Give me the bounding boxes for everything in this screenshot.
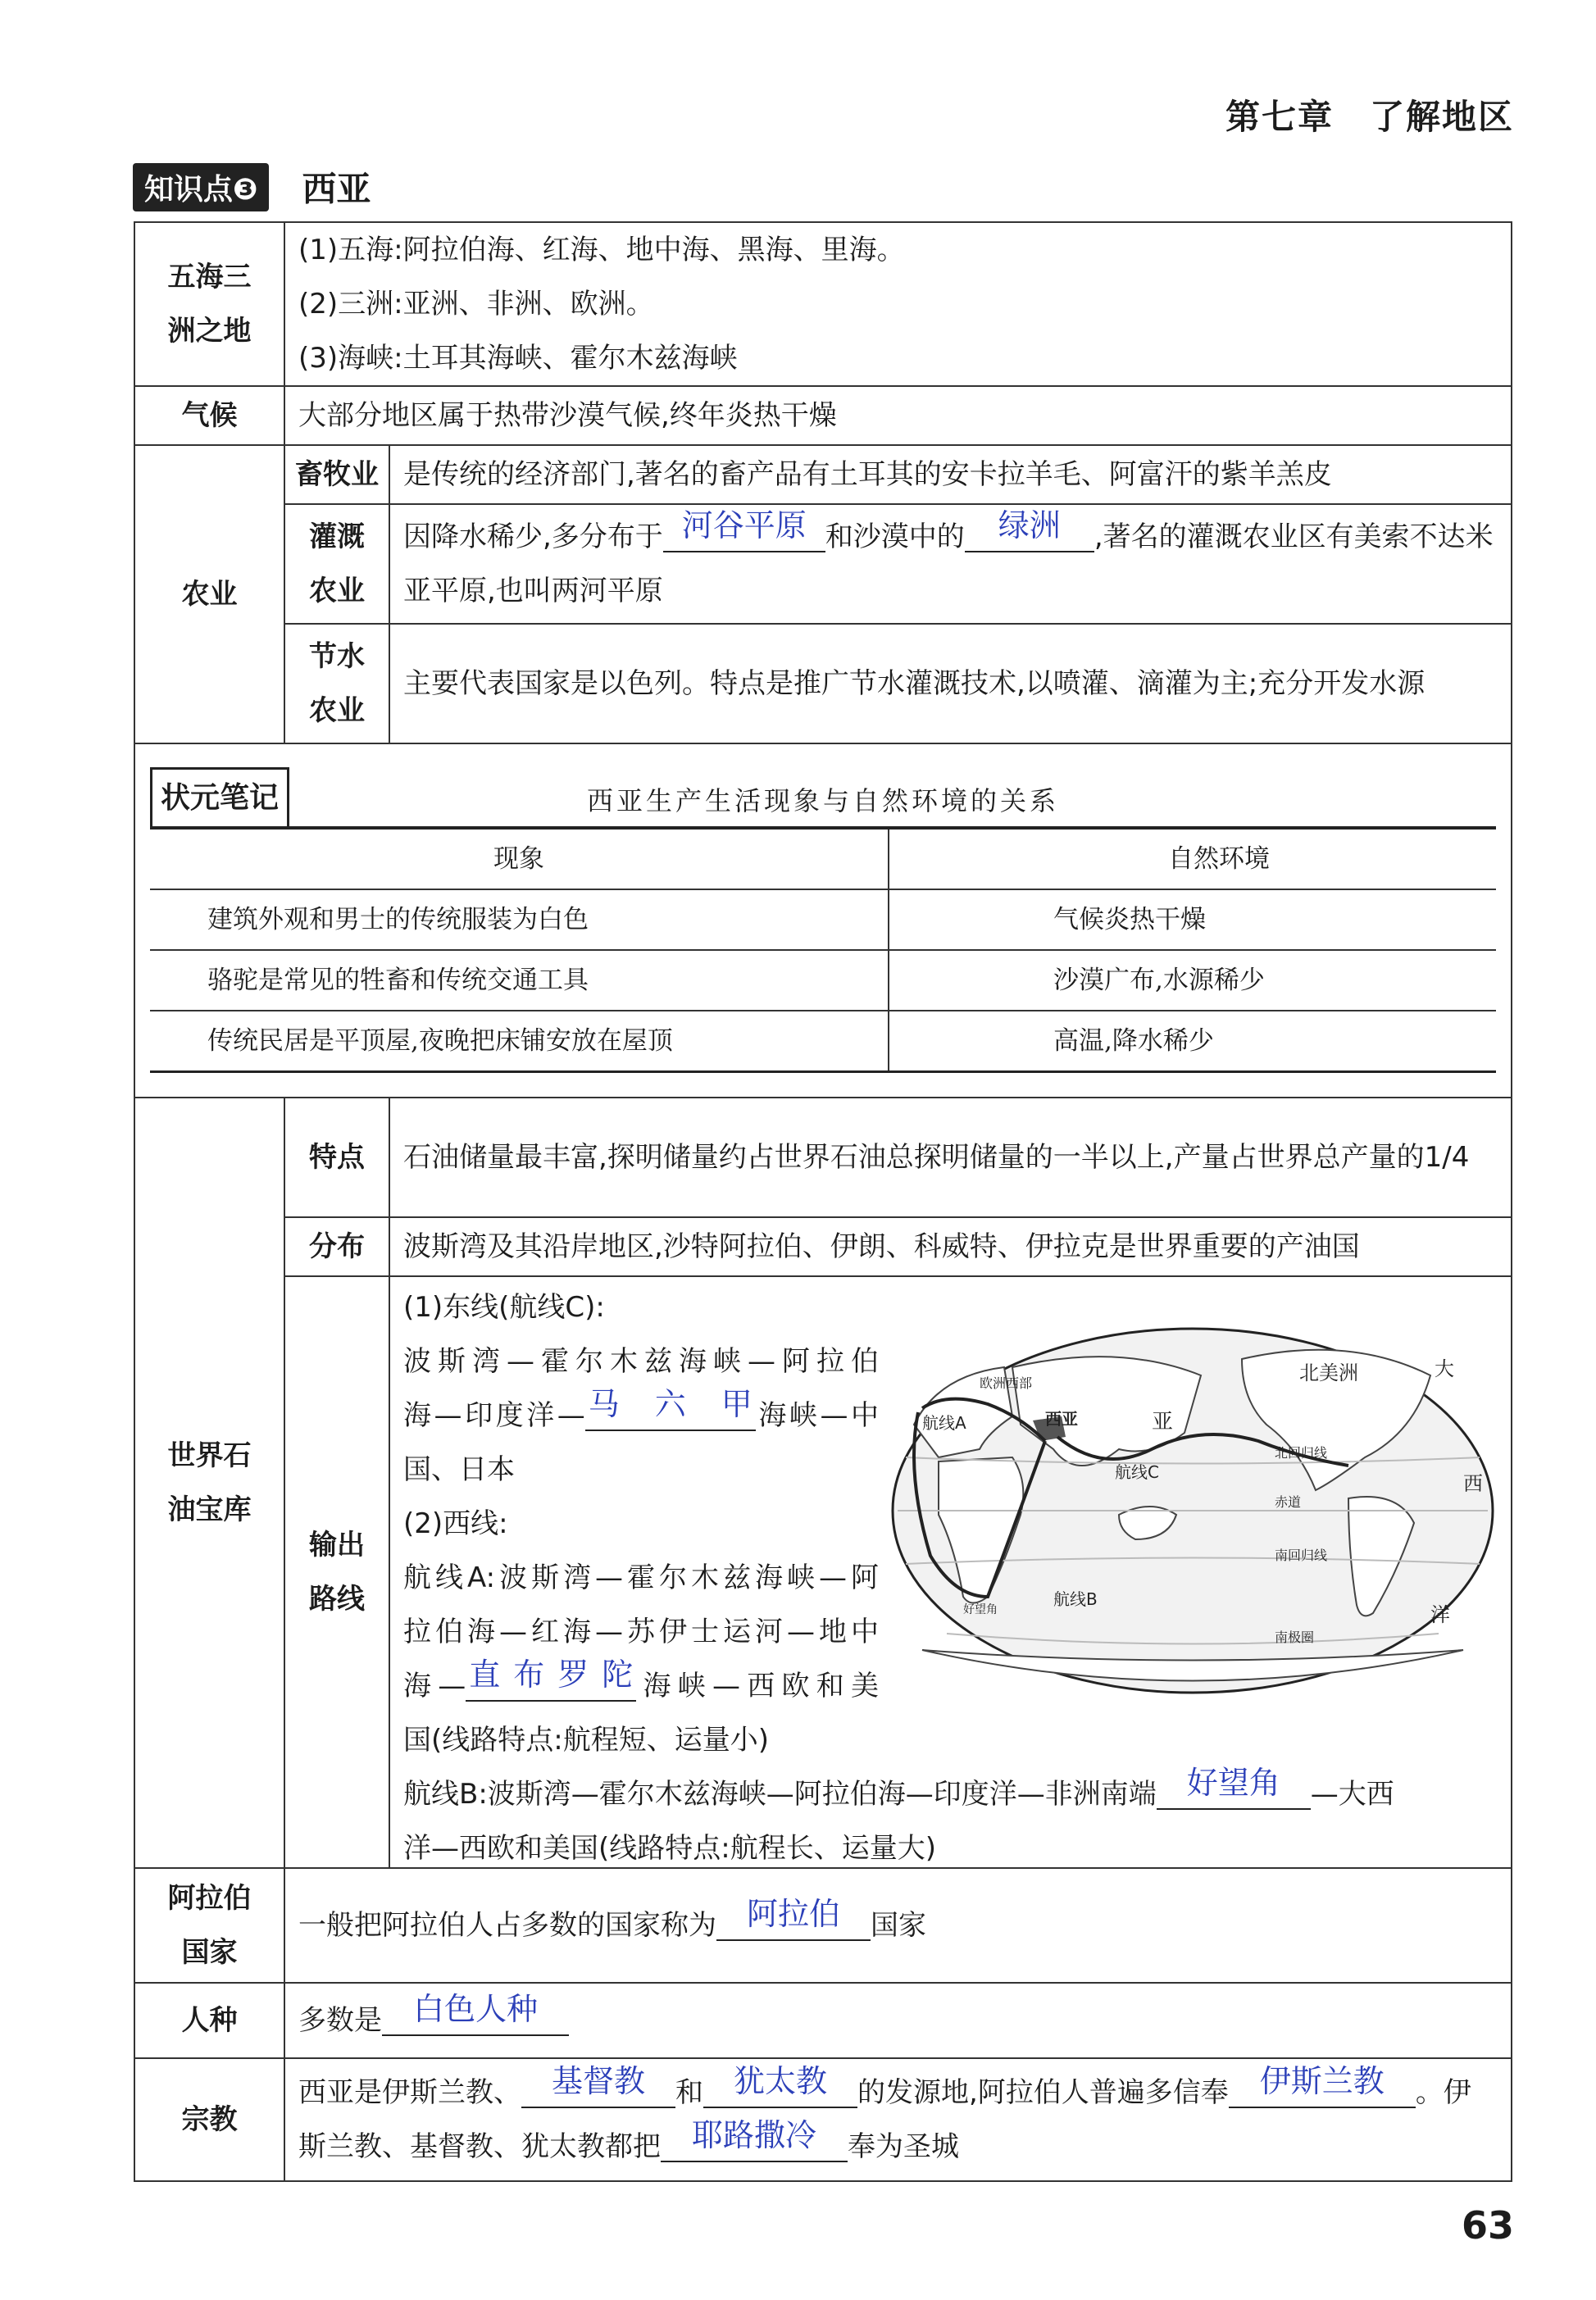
arab-text-1: 一般把阿拉伯人占多数的国家称为 bbox=[298, 1909, 716, 1942]
page-number: 63 bbox=[1461, 2203, 1514, 2248]
religion-text-2: 和 bbox=[675, 2076, 703, 2109]
water-saving-label: 节水农业 bbox=[284, 624, 389, 743]
route-b-line-1 bbox=[403, 1767, 1501, 1821]
route-a-blank bbox=[466, 1657, 636, 1702]
map-label: 航线B bbox=[1053, 1589, 1098, 1609]
notes-title: 西亚生产生活现象与自然环境的关系 bbox=[586, 785, 1059, 816]
arab-text-2: 国家 bbox=[871, 1909, 926, 1942]
race-answer: 白色人种 bbox=[412, 1991, 538, 2027]
religion-answer-4: 耶路撒冷 bbox=[691, 2117, 816, 2153]
religion-text-4: 。伊 bbox=[1415, 2076, 1471, 2109]
notes-table bbox=[150, 826, 1496, 1073]
water-saving-text: 主要代表国家是以色列。特点是推广节水灌溉技术,以喷灌、滴灌为主;充分开发水源 bbox=[389, 624, 1512, 743]
row-arab bbox=[134, 1868, 1512, 1983]
race-text bbox=[284, 1983, 1512, 2058]
oil-distribution-label: 分布 bbox=[284, 1217, 389, 1276]
route-a-line-3b: 海峡—西欧和美 bbox=[636, 1670, 879, 1702]
religion-text-6: 奉为圣城 bbox=[848, 2130, 959, 2163]
notes-row bbox=[150, 950, 1496, 1011]
religion-blank-4 bbox=[661, 2117, 848, 2162]
route-a-line-3 bbox=[403, 1659, 879, 1713]
religion-line-1 bbox=[298, 2063, 1498, 2120]
notes-phenomenon: 传统民居是平顶屋,夜晚把床铺安放在屋顶 bbox=[150, 1011, 889, 1072]
east-line-2 bbox=[403, 1386, 880, 1443]
routes-text bbox=[403, 1280, 879, 1713]
seas-line-2: (2)三洲:亚洲、非洲、欧洲。 bbox=[298, 288, 654, 320]
oil-distribution-text: 波斯湾及其沿岸地区,沙特阿拉伯、伊朗、科威特、伊拉克是世界重要的产油国 bbox=[389, 1217, 1512, 1276]
west-title: (2)西线: bbox=[403, 1507, 508, 1540]
route-b-line-2: 洋—西欧和美国(线路特点:航程长、运量大) bbox=[403, 1832, 936, 1865]
east-answer: 马六甲 bbox=[588, 1386, 753, 1422]
row-notes bbox=[134, 743, 1512, 1098]
map-label: 西 bbox=[1463, 1472, 1483, 1495]
west-asia-table bbox=[134, 221, 1512, 2182]
notes-col-phenomenon: 现象 bbox=[150, 828, 889, 889]
map-label: 赤道 bbox=[1275, 1494, 1302, 1510]
route-b-blank bbox=[1157, 1765, 1311, 1810]
agriculture-label: 农业 bbox=[134, 445, 284, 743]
religion-blank-3 bbox=[1229, 2063, 1416, 2108]
map-label: 欧洲西部 bbox=[980, 1375, 1033, 1391]
notes-box bbox=[135, 744, 1511, 1097]
religion-blank-2 bbox=[703, 2063, 857, 2108]
east-title: (1)东线(航线C): bbox=[403, 1291, 605, 1324]
religion-answer-3: 伊斯兰教 bbox=[1259, 2063, 1385, 2099]
row-race bbox=[134, 1983, 1512, 2058]
notes-badge: 状元笔记 bbox=[150, 767, 289, 830]
row-seas bbox=[134, 222, 1512, 386]
row-pastoral bbox=[134, 445, 1512, 504]
religion-label: 宗教 bbox=[134, 2058, 284, 2181]
knowledge-point-title: 西亚 bbox=[302, 169, 371, 209]
map-label: 北美洲 bbox=[1299, 1361, 1358, 1384]
religion-line-2 bbox=[298, 2117, 1498, 2174]
route-b-line-1b: —大西 bbox=[1310, 1778, 1394, 1811]
knowledge-point-heading bbox=[133, 164, 371, 210]
route-a-answer: 直布罗陀 bbox=[469, 1657, 634, 1693]
religion-text-3: 的发源地,阿拉伯人普遍多信奉 bbox=[857, 2076, 1229, 2109]
route-a-line-1: 航线A:波斯湾—霍尔木兹海峡—阿 bbox=[403, 1561, 879, 1594]
notes-environment: 气候炎热干燥 bbox=[889, 889, 1496, 950]
climate-label: 气候 bbox=[134, 386, 284, 445]
arab-text bbox=[284, 1868, 1512, 1983]
routes-bottom-text bbox=[403, 1713, 1501, 1875]
religion-text-1: 西亚是伊斯兰教、 bbox=[298, 2076, 521, 2109]
irrigation-text-3: ,著名的灌溉农业区有美索不达米亚平原,也叫两河平原 bbox=[403, 520, 1494, 607]
map-label: 好望角 bbox=[963, 1603, 998, 1616]
map-label: 大 bbox=[1435, 1357, 1454, 1380]
notes-phenomenon: 骆驼是常见的牲畜和传统交通工具 bbox=[150, 950, 889, 1011]
oil-label: 世界石油宝库 bbox=[134, 1098, 284, 1868]
knowledge-point-badge: 知识点❸ bbox=[133, 163, 269, 211]
east-line-3: 国、日本 bbox=[403, 1453, 515, 1486]
route-a-line-4: 国(线路特点:航程短、运量小) bbox=[403, 1724, 769, 1757]
map-label: 南回归线 bbox=[1275, 1548, 1328, 1563]
notes-row bbox=[150, 889, 1496, 950]
oil-routes-map bbox=[889, 1326, 1496, 1695]
irrigation-answer-1: 河谷平原 bbox=[681, 507, 807, 543]
row-oil-routes bbox=[134, 1276, 1512, 1868]
irrigation-text-2: 和沙漠中的 bbox=[825, 520, 965, 553]
row-water-saving bbox=[134, 624, 1512, 743]
arab-blank bbox=[716, 1896, 871, 1941]
arab-label: 阿拉伯国家 bbox=[134, 1868, 284, 1983]
pastoral-text: 是传统的经济部门,著名的畜产品有土耳其的安卡拉羊毛、阿富汗的紫羊羔皮 bbox=[389, 445, 1512, 504]
route-a-line-2: 拉伯海—红海—苏伊士运河—地中 bbox=[403, 1616, 879, 1648]
east-line-2b: 海峡—中 bbox=[755, 1399, 880, 1432]
race-blank bbox=[382, 1991, 569, 2036]
irrigation-blank-2 bbox=[965, 507, 1094, 552]
route-a-line-3a: 海— bbox=[403, 1670, 466, 1702]
pastoral-label: 畜牧业 bbox=[284, 445, 389, 504]
religion-answer-1: 基督教 bbox=[551, 2063, 645, 2099]
chapter-title: 第七章 了解地区 bbox=[1225, 97, 1514, 137]
oil-features-text: 石油储量最丰富,探明储量约占世界石油总探明储量的一半以上,产量占世界总产量的1/4 bbox=[389, 1098, 1512, 1217]
row-oil-distribution bbox=[134, 1217, 1512, 1276]
notes-row bbox=[150, 1011, 1496, 1072]
map-label: 南极圈 bbox=[1275, 1630, 1315, 1645]
row-religion bbox=[134, 2058, 1512, 2181]
oil-routes-content bbox=[389, 1276, 1512, 1868]
irrigation-label: 灌溉农业 bbox=[284, 504, 389, 624]
notes-environment: 高温,降水稀少 bbox=[889, 1011, 1496, 1072]
race-label: 人种 bbox=[134, 1983, 284, 2058]
route-b-line-1a: 航线B:波斯湾—霍尔木兹海峡—阿拉伯海—印度洋—非洲南端 bbox=[403, 1778, 1157, 1811]
map-label: 西亚 bbox=[1045, 1409, 1078, 1429]
race-text-1: 多数是 bbox=[298, 2004, 382, 2037]
religion-blank-1 bbox=[521, 2063, 675, 2108]
oil-features-label: 特点 bbox=[284, 1098, 389, 1217]
map-label: 航线C bbox=[1115, 1462, 1159, 1482]
religion-text-5: 斯兰教、基督教、犹太教都把 bbox=[298, 2130, 661, 2163]
map-label: 北回归线 bbox=[1275, 1445, 1328, 1461]
map-label: 亚 bbox=[1152, 1410, 1174, 1434]
oil-routes-label: 输出路线 bbox=[284, 1276, 389, 1868]
map-label: 洋 bbox=[1430, 1603, 1450, 1626]
seas-line-3: (3)海峡:土耳其海峡、霍尔木兹海峡 bbox=[298, 342, 738, 375]
row-irrigation bbox=[134, 504, 1512, 624]
seas-line-1: (1)五海:阿拉伯海、红海、地中海、黑海、里海。 bbox=[298, 234, 905, 266]
world-map-svg bbox=[889, 1326, 1496, 1695]
east-line-1: 波斯湾—霍尔木兹海峡—阿拉伯 bbox=[403, 1345, 879, 1378]
row-climate bbox=[134, 386, 1512, 445]
irrigation-blank-1 bbox=[663, 507, 825, 552]
religion-text bbox=[284, 2058, 1512, 2181]
irrigation-answer-2: 绿洲 bbox=[998, 507, 1061, 543]
arab-answer: 阿拉伯 bbox=[746, 1896, 840, 1932]
row-oil-features bbox=[134, 1098, 1512, 1217]
notes-header-row bbox=[150, 828, 1496, 889]
seas-label: 五海三洲之地 bbox=[134, 222, 284, 386]
route-b-answer: 好望角 bbox=[1186, 1765, 1280, 1801]
map-label: 航线A bbox=[922, 1413, 966, 1433]
irrigation-text bbox=[389, 504, 1512, 624]
seas-content bbox=[284, 222, 1512, 386]
notes-cell bbox=[134, 743, 1512, 1098]
religion-answer-2: 犹太教 bbox=[733, 2063, 827, 2099]
notes-environment: 沙漠广布,水源稀少 bbox=[889, 950, 1496, 1011]
irrigation-text-1: 因降水稀少,多分布于 bbox=[403, 520, 663, 553]
east-line-2a: 海—印度洋— bbox=[403, 1399, 585, 1432]
notes-col-environment: 自然环境 bbox=[889, 828, 1496, 889]
notes-phenomenon: 建筑外观和男士的传统服装为白色 bbox=[150, 889, 889, 950]
east-blank bbox=[585, 1386, 756, 1431]
climate-text: 大部分地区属于热带沙漠气候,终年炎热干燥 bbox=[284, 386, 1512, 445]
